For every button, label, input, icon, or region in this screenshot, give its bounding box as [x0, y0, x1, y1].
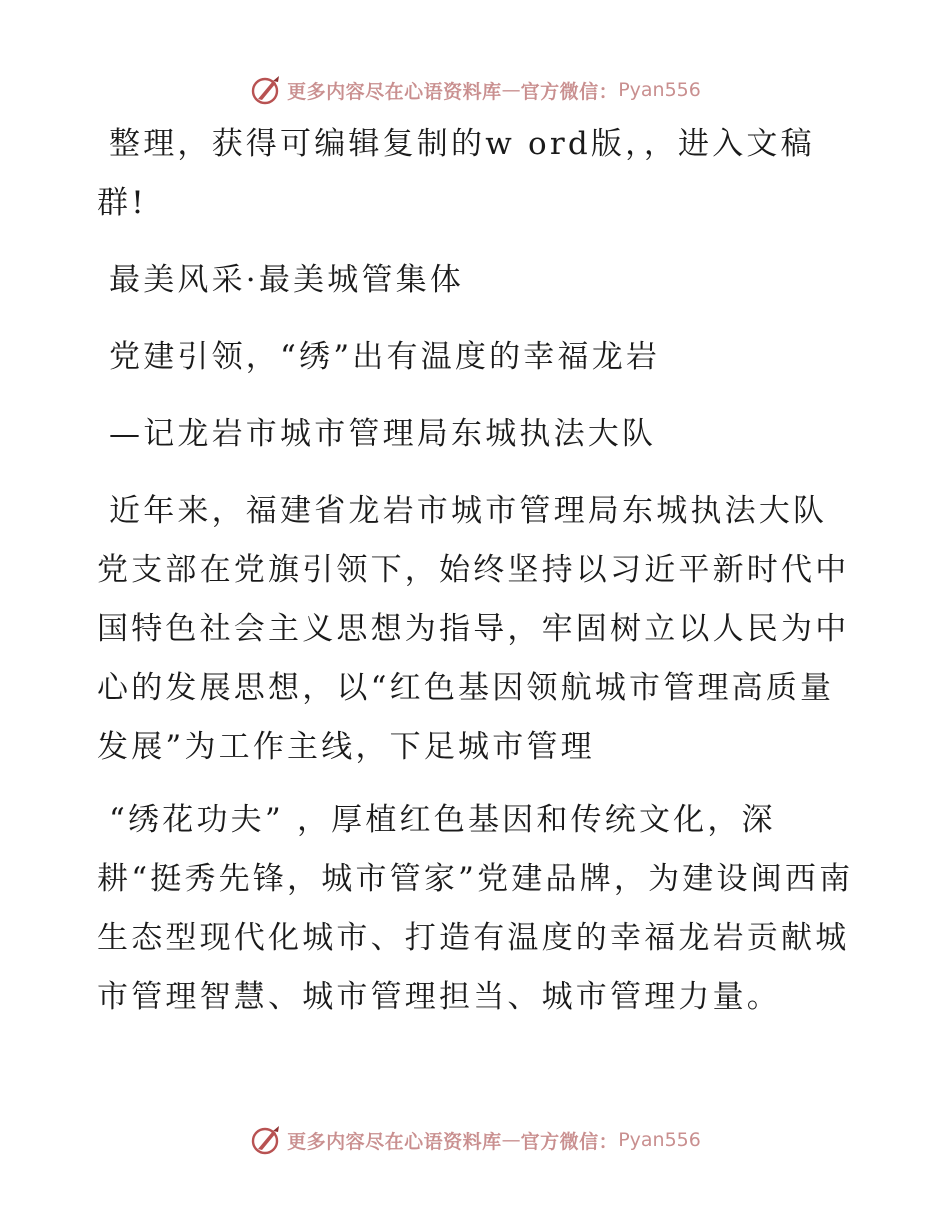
header-watermark [0, 70, 950, 110]
footer-watermark [0, 1120, 950, 1160]
body-paragraph-1: 近年来，福建省龙岩市城市管理局东城执法大队党支部在党旗引领下，始终坚持以习近平新时代中国特色社会主义思想为指导，牢固树立以人民为中心的发展思想，以“红色基因领航城市管理高质量发展”为工作主线，下足城市管理 [97, 493, 850, 765]
watermark-wechat-id: Pyan556 [618, 1129, 701, 1151]
watermark-separator: — [501, 79, 521, 101]
quill-pen-icon [249, 1123, 283, 1157]
quill-pen-icon [249, 73, 283, 107]
watermark-wechat-label: 官方微信： [520, 80, 619, 103]
document-body [97, 115, 857, 1027]
watermark-separator: — [501, 1129, 521, 1151]
watermark-wechat-label: 官方微信： [520, 1130, 619, 1153]
watermark-text: 更多内容尽在心语资料库 [287, 80, 502, 103]
article-title: 党建引领，“绣”出有温度的幸福龙岩 [109, 339, 661, 375]
section-heading: 最美风采·最美城管集体 [109, 262, 465, 298]
watermark-wechat-id: Pyan556 [618, 79, 701, 101]
watermark-text: 更多内容尽在心语资料库 [287, 1130, 502, 1153]
intro-paragraph: 整理，获得可编辑复制的w ord版，，进入文稿群! [97, 126, 815, 221]
article-subtitle: —记龙岩市城市管理局东城执法大队 [109, 416, 657, 452]
body-paragraph-2: “绣花功夫” ，厚植红色基因和传统文化，深耕“挺秀先锋，城市管家”党建品牌，为建设闽西南生态型现代化城市、打造有温度的幸福龙岩贡献城市管理智慧、城市管理担当、城市管理力量。 [97, 802, 854, 1015]
